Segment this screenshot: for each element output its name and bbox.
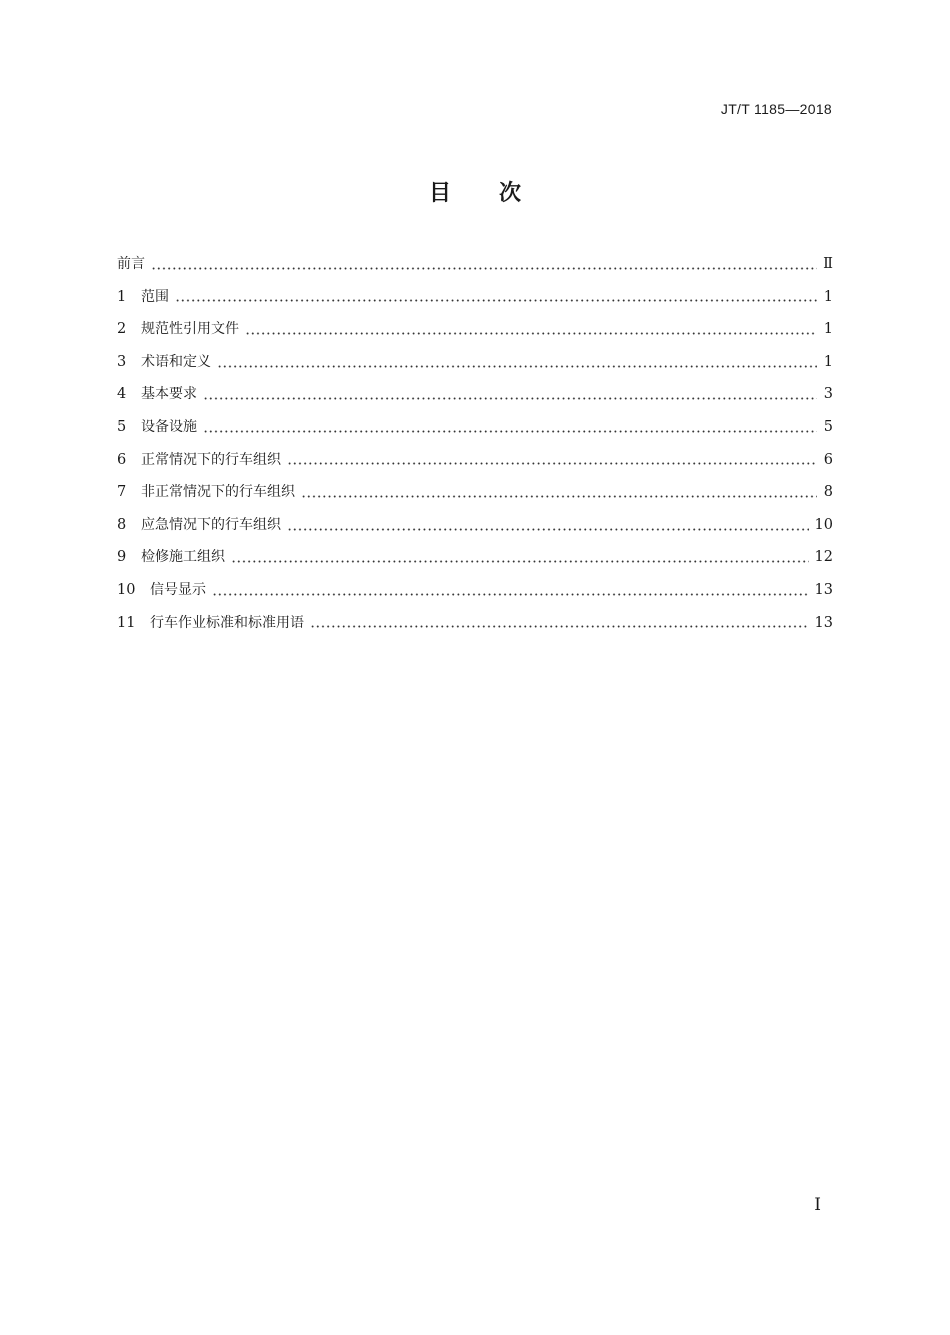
toc-entry-page: 12 [814, 549, 833, 566]
toc-entry[interactable] [117, 315, 833, 348]
toc-entry[interactable] [117, 250, 833, 283]
toc-title: 目次 [428, 181, 569, 206]
dot-leader [212, 593, 809, 596]
page-number: I [814, 1195, 821, 1215]
dot-leader [310, 625, 809, 628]
toc-entry-page: 1 [823, 288, 833, 305]
toc-entry-page: 1 [823, 321, 833, 338]
dot-leader [301, 495, 817, 498]
toc-entry-label: 行车作业标准和标准用语 [150, 614, 304, 631]
toc-entry-number: 5 [117, 418, 127, 435]
dot-leader [151, 267, 817, 270]
toc-entry[interactable] [117, 478, 833, 511]
toc-entry[interactable] [117, 609, 833, 642]
toc-entry-page: 1 [823, 353, 833, 370]
toc-entry-label: 正常情况下的行车组织 [141, 451, 281, 468]
toc-entry-label: 规范性引用文件 [141, 321, 239, 338]
toc-entry-page: Ⅱ [823, 256, 833, 272]
toc-entry-number: 6 [117, 451, 127, 468]
dot-leader [203, 397, 817, 400]
toc-entry-page: 8 [823, 484, 833, 501]
toc-entry-label: 术语和定义 [141, 353, 211, 370]
dot-leader [175, 299, 817, 302]
toc-entry-label: 基本要求 [141, 386, 197, 403]
toc-entry-number: 3 [117, 353, 127, 370]
toc-entry-page: 3 [823, 386, 833, 403]
standard-code: JT/T 1185—2018 [720, 101, 832, 117]
toc-entry-label: 非正常情况下的行车组织 [141, 484, 295, 501]
toc-entry-label: 前言 [117, 256, 145, 272]
toc-entry-number: 8 [117, 516, 127, 533]
toc-entry[interactable] [117, 511, 833, 544]
toc-entry[interactable] [117, 348, 833, 381]
toc-entry-page: 10 [814, 516, 833, 533]
toc-entry[interactable] [117, 413, 833, 446]
dot-leader [231, 560, 809, 563]
dot-leader [217, 365, 817, 368]
toc-entry-label: 检修施工组织 [141, 549, 225, 566]
toc-entry-page: 13 [814, 581, 833, 598]
dot-leader [245, 332, 817, 335]
toc-entry-page: 6 [823, 451, 833, 468]
toc-entry[interactable] [117, 446, 833, 479]
toc-entry-label: 信号显示 [150, 581, 206, 598]
toc-entry-label: 范围 [141, 288, 169, 305]
toc-entry[interactable] [117, 283, 833, 316]
toc-entry[interactable] [117, 543, 833, 576]
dot-leader [203, 430, 817, 433]
toc-entry[interactable] [117, 380, 833, 413]
toc-entry-number: 11 [117, 614, 136, 631]
toc-entry-number: 9 [117, 549, 127, 566]
toc-entry-page: 5 [823, 418, 833, 435]
dot-leader [287, 462, 817, 465]
toc-entry[interactable] [117, 576, 833, 609]
toc-entry-label: 应急情况下的行车组织 [141, 516, 281, 533]
toc-entry-number: 4 [117, 386, 127, 403]
table-of-contents [117, 250, 833, 641]
toc-entry-number: 2 [117, 321, 127, 338]
toc-entry-page: 13 [814, 614, 833, 631]
toc-entry-number: 1 [117, 288, 127, 305]
dot-leader [287, 528, 809, 531]
toc-entry-label: 设备设施 [141, 418, 197, 435]
toc-entry-number: 7 [117, 484, 127, 501]
toc-entry-number: 10 [117, 581, 136, 598]
